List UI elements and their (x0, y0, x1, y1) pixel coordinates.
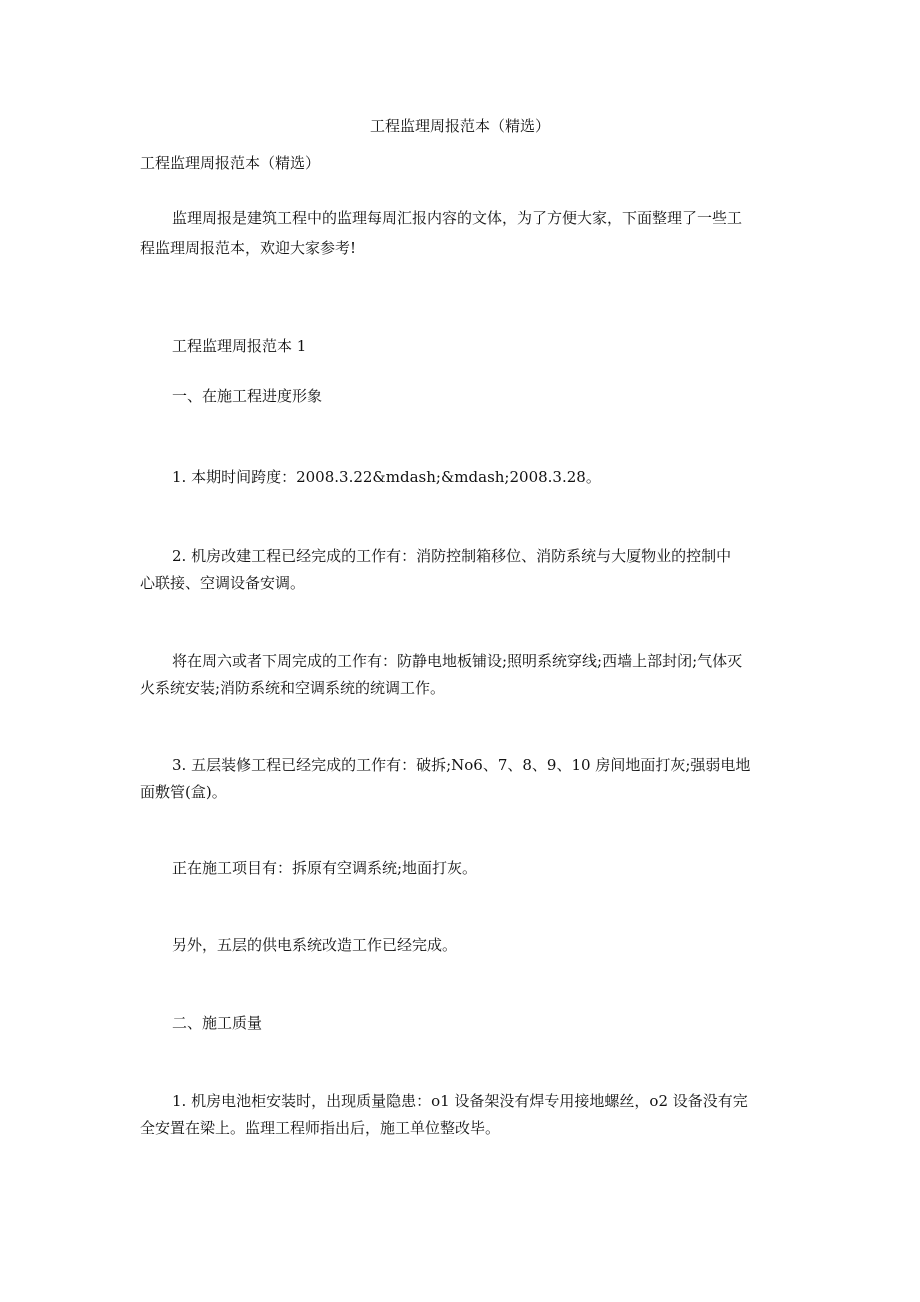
quality-item-1-line-1: 1. 机房电池柜安装时，出现质量隐患：o1 设备架没有焊专用接地螺丝，o2 设备没有完 (172, 1092, 748, 1110)
progress-item-3-line-2: 面敷管(盒)。 (140, 783, 227, 801)
document-title: 工程监理周报范本（精选） (369, 117, 550, 135)
upcoming-work-line-1: 将在周六或者下周完成的工作有：防静电地板铺设;照明系统穿线;西墙上部封闭;气体灭 (172, 652, 743, 670)
part-2-heading: 二、施工质量 (172, 1014, 263, 1032)
document-subtitle: 工程监理周报范本（精选） (140, 154, 321, 172)
intro-paragraph-line-2: 程监理周报范本，欢迎大家参考! (140, 239, 357, 257)
quality-item-1-line-2: 全安置在梁上。监理工程师指出后，施工单位整改毕。 (140, 1119, 501, 1137)
additional-note: 另外，五层的供电系统改造工作已经完成。 (172, 936, 458, 954)
progress-item-2-line-2: 心联接、空调设备安调。 (140, 574, 306, 592)
intro-paragraph-line-1: 监理周报是建筑工程中的监理每周汇报内容的文体，为了方便大家，下面整理了一些工 (172, 209, 743, 227)
progress-item-3-line-1: 3. 五层装修工程已经完成的工作有：破拆;No6、7、8、9、10 房间地面打灰;强弱电地 (172, 756, 751, 774)
progress-item-2-line-1: 2. 机房改建工程已经完成的工作有：消防控制箱移位、消防系统与大厦物业的控制中 (172, 547, 732, 565)
ongoing-work: 正在施工项目有：拆原有空调系统;地面打灰。 (172, 859, 478, 877)
part-1-heading: 一、在施工程进度形象 (172, 387, 323, 405)
section-1-title: 工程监理周报范本 1 (172, 337, 307, 355)
upcoming-work-line-2: 火系统安装;消防系统和空调系统的统调工作。 (140, 679, 446, 697)
progress-item-1: 1. 本期时间跨度：2008.3.22&mdash;&mdash;2008.3.28。 (172, 468, 601, 486)
